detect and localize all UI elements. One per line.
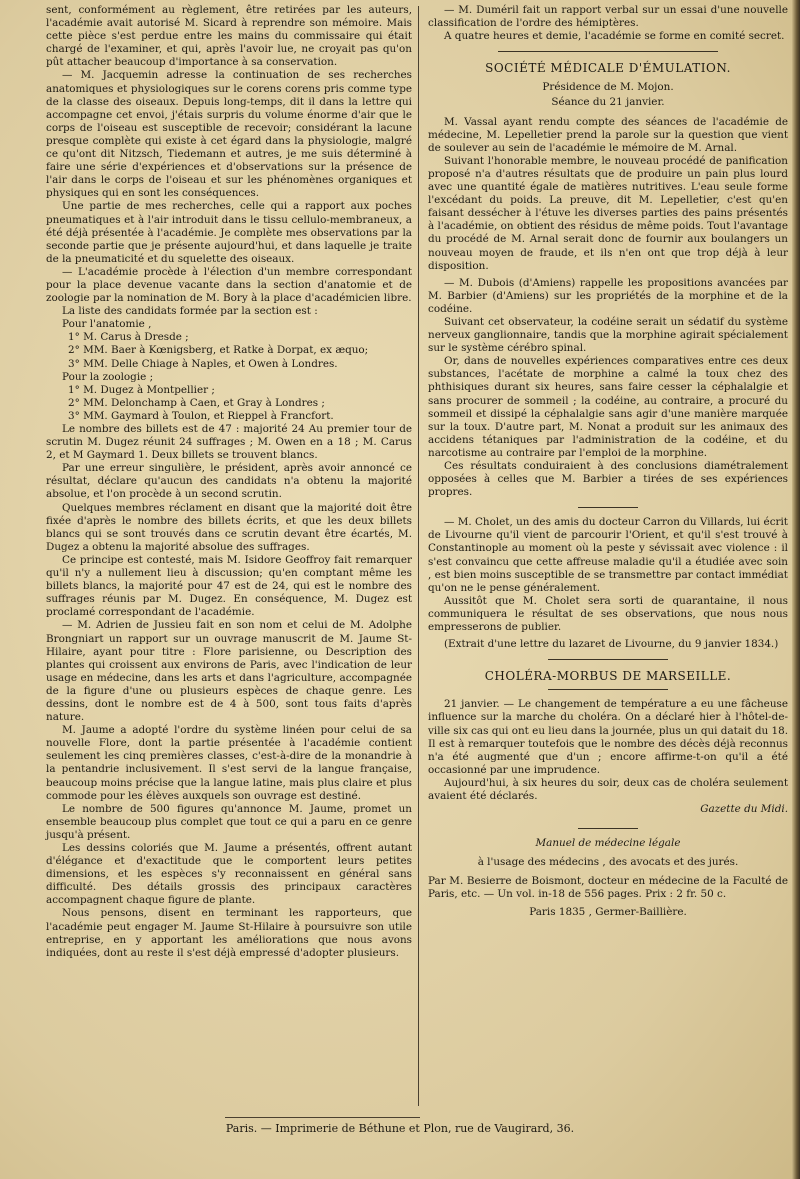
paragraph: La liste des candidats formée par la section est :	[62, 305, 318, 318]
paragraph: — M. Adrien de Jussieu fait en son nom et celui de M. Adolphe Brongniart un rapport sur un ouvrage manuscrit de M. Jaume St-Hilaire, ayant pour titre : Flore parisienne, ou Description des plantes qui croissent aux environs de Paris, avec l'indication de leur usage en médecine, dans les arts et dans l'agriculture, accompagnée de la figure d'une ou plusieurs espèces de chaque genre. Les dessins, dont le nombre est de 4 à 500, sont tous faits d'après nature.	[46, 619, 412, 724]
paragraph: Une partie de mes recherches, celle qui a rapport aux poches pneumatiques et à l'air introduit dans le tissu cellulo-membraneux, a été déjà présentée à l'académie. Je complète mes observations par la seconde partie que je présente aujourd'hui, et dans laquelle je traite de la pneumaticité et du squelette des oiseaux.	[46, 200, 412, 265]
paragraph: sent, conformément au règlement, être retirées par les auteurs, l'académie avait autorisé M. Sicard à reprendre son mémoire. Mais cette pièce s'est perdue entre les mains du commissaire qui était chargé de l'examiner, et qui, après l'avoir lue, ne croyait pas qu'on pût attacher beaucoup d'importance à sa conservation.	[46, 4, 412, 69]
paragraph: Quelques membres réclament en disant que la majorité doit être fixée d'après le nombre des billets écrits, et que les deux billets blancs qui se sont trouvés dans ce scrutin devant être écartés, M. Dugez a obtenu la majorité absolue des suffrages.	[46, 501, 412, 553]
list-item: 3° MM. Gaymard à Toulon, et Rieppel à Francfort.	[68, 409, 334, 422]
source-line: (Extrait d'une lettre du lazaret de Livourne, du 9 janvier 1834.)	[444, 638, 779, 651]
paragraph: M. Vassal ayant rendu compte des séances de l'académie de médecine, M. Lepelletier prend la parole sur la question que vient de soulever au sein de l'académie le mémoire de M. Arnal.	[428, 115, 788, 154]
paragraph: — M. Dubois (d'Amiens) rappelle les propositions avancées par M. Barbier (d'Amiens) sur les propriétés de la morphine et de la codéine.	[428, 276, 788, 315]
paragraph: Ce principe est contesté, mais M. Isidore Geoffroy fait remarquer qu'il n'y a nullement lieu à discussion; qu'en comptant même les billets blancs, la majorité pour 47 est de 24, qui est le nombre des suffrages réunis par M. Dugez. En conséquence, M. Dugez est proclamé correspondant de l'académie.	[46, 553, 412, 619]
left-column	[46, 4, 412, 960]
list-item: 2° MM. Delonchamp à Caen, et Gray à Londres ;	[68, 396, 325, 409]
paragraph: — M. Cholet, un des amis du docteur Carron du Villards, lui écrit de Livourne qu'il vient de parcourir l'Orient, et qu'il s'est trouvé à Constantinople au moment où la peste y sévissait avec violence : il s'est convaincu que cette affreuse maladie qu'il a étudiée avec soin , est bien moins susceptible de se transmettre par contact immédiat qu'on ne le pense généralement.	[428, 516, 788, 594]
section-rule	[498, 51, 718, 52]
paragraph: Par une erreur singulière, le président, après avoir annoncé ce résultat, déclare qu'aucun des candidats n'a obtenu la majorité absolue, et l'on procède à un second scrutin.	[46, 462, 412, 501]
paragraph: 21 janvier. — Le changement de température a eu une fâcheuse influence sur la marche du choléra. On a déclaré hier à l'hôtel-de-ville six cas qui ont eu lieu dans la journée, plus un qui datait du 18. Il est à remarquer toutefois que le nombre des décès déjà reconnus n'a été augmenté que d'un ; encore affirme-t-on qu'il a été occasionné par une imprudence.	[428, 698, 788, 776]
paragraph: Or, dans de nouvelles expériences comparatives entre ces deux substances, l'acétate de morphine a calmé la toux chez des phthisiques durant six heures, sans faire cesser la céphalalgie et sans procurer de sommeil ; la codéine, au contraire, a procuré du sommeil et dissipé la céphalalgie sans agir d'une manière marquée sur la toux. D'autre part, M. Nonat a produit sur les animaux des accidens tétaniques par l'administration de la codéine, et du narcotisme au contraire par l'emploi de la morphine.	[428, 355, 788, 459]
paragraph: Les dessins coloriés que M. Jaume a présentés, offrent autant d'élégance et d'exactitude que le comportent leurs petites dimensions, et les espèces s'y reconnaissent en général sans difficulté. Des détails grossis des principaux caractères accompagnent chaque figure de plante.	[46, 842, 412, 907]
paragraph: Suivant l'honorable membre, le nouveau procédé de panification proposé n'a d'autres résultats que de produire un pain plus lourd avec une quantité égale de matières nutritives. L'eau seule forme l'excédant du poids. La preuve, dit M. Lepelletier, c'est qu'en faisant dessécher à l'étuve les diverses parties des pains présentés à l'académie, on obtient des résidus de même poids. Tout l'avantage du procédé de M. Arnal serait donc de fournir aux boulangers un nouveau moyen de fraude, et ils n'en ont que trop déjà à leur disposition.	[428, 154, 788, 272]
list-heading: Pour l'anatomie ,	[62, 318, 152, 331]
book-author: Par M. Besierre de Boismont, docteur en médecine de la Faculté de Paris, etc. — Un vol. in-18 de 556 pages. Prix : 2 fr. 50 c.	[428, 875, 788, 901]
paragraph: M. Jaume a adopté l'ordre du système linéen pour celui de sa nouvelle Flore, dont la partie présentée à l'académie contient seulement les cinq premières classes, c'est-à-dire de la monandrie à la pentandrie inclusivement. Il s'est servi de la langue française, beaucoup moins précise que la langue latine, mais plus claire et plus commode pour les élèves auxquels son ouvrage est destiné.	[46, 724, 412, 802]
paragraph: Ces résultats conduiraient à des conclusions diamétralement opposées à celles que M. Barbier a tirées de ses expériences propres.	[428, 460, 788, 499]
paragraph: Suivant cet observateur, la codéine serait un sédatif du système nerveux ganglionnaire, tandis que la morphine agirait spécialement sur le système cérébro spinal.	[428, 315, 788, 355]
imprint-footer: Paris. — Imprimerie de Béthune et Plon, rue de Vaugirard, 36.	[225, 1122, 575, 1135]
book-title: Manuel de médecine légale	[535, 837, 681, 850]
section-rule	[548, 689, 668, 690]
paragraph: — M. Duméril fait un rapport verbal sur un essai d'une nouvelle classification de l'ordre des hémiptères.	[428, 4, 788, 30]
paragraph: — M. Jacquemin adresse la continuation de ses recherches anatomiques et physiologiques sur le corens corens pris comme type de la classe des oiseaux. Depuis long-temps, dit il dans la lettre qui accompagne cet envoi, j'étais surpris du volume énorme d'air que le corps de l'oiseau est susceptible de recevoir; considérant la lacune presque complète qui existe à cet égard dans la physiologie, malgré ce qu'ont dit Nitzsch, Tiedemann et autres, je me suis déterminé à faire une série d'expériences et d'observations sur la présence de l'air dans le corps de l'oiseau et sur les phénomènes organiques et physiques qui en sont les conséquences.	[46, 69, 412, 200]
section-title: CHOLÉRA-MORBUS DE MARSEILLE.	[484, 669, 732, 684]
list-heading: Pour la zoologie ;	[62, 370, 154, 383]
source-line: Gazette du Midi.	[700, 803, 788, 816]
book-publisher: Paris 1835 , Germer-Baillière.	[529, 905, 687, 918]
list-item: 3° MM. Delle Chiage à Naples, et Owen à Londres.	[68, 357, 338, 370]
paragraph: A quatre heures et demie, l'académie se forme en comité secret.	[444, 30, 785, 43]
section-title: SOCIÉTÉ MÉDICALE D'ÉMULATION.	[485, 61, 731, 76]
paragraph: Le nombre des billets est de 47 : majorité 24 Au premier tour de scrutin M. Dugez réunit 24 suffrages ; M. Owen en a 18 ; M. Carus 2, et M Gaymard 1. Deux billets se trouvent blancs.	[46, 423, 412, 462]
paragraph: Le nombre de 500 figures qu'annonce M. Jaume, promet un ensemble beaucoup plus complet que tout ce qui a paru en ce genre jusqu'à présent.	[46, 802, 412, 841]
right-column	[428, 4, 788, 919]
column-divider	[418, 6, 419, 1106]
paragraph: Nous pensons, disent en terminant les rapporteurs, que l'académie peut engager M. Jaume St-Hilaire à poursuivre son utile entreprise, en y apportant les améliorations que nous avons indiquées, dont au reste il s'est déjà empressé d'adopter plusieurs.	[46, 907, 412, 959]
book-subtitle: à l'usage des médecins , des avocats et des jurés.	[477, 856, 739, 869]
footer-rule	[225, 1117, 420, 1118]
separator-rule	[578, 828, 638, 829]
section-rule	[548, 659, 668, 660]
section-date: Séance du 21 janvier.	[551, 96, 665, 109]
paragraph: Aujourd'hui, à six heures du soir, deux cas de choléra seulement avaient été déclarés.	[428, 776, 788, 802]
list-item: 1° M. Dugez à Montpellier ;	[68, 383, 215, 396]
list-item: 1° M. Carus à Dresde ;	[68, 331, 189, 344]
separator-rule	[578, 507, 638, 508]
paragraph: — L'académie procède à l'élection d'un membre correspondant pour la place devenue vacante dans la section d'anatomie et de zoologie par la nomination de M. Bory à la place d'académicien libre.	[46, 265, 412, 305]
paragraph: Aussitôt que M. Cholet sera sorti de quarantaine, il nous communiquera le résultat de ses observations, que nous nous empresserons de publier.	[428, 594, 788, 634]
page-binding-edge	[792, 0, 800, 1179]
section-presidency: Présidence de M. Mojon.	[542, 81, 674, 94]
list-item: 2° MM. Baer à Kœnigsberg, et Ratke à Dorpat, ex æquo;	[68, 344, 369, 357]
